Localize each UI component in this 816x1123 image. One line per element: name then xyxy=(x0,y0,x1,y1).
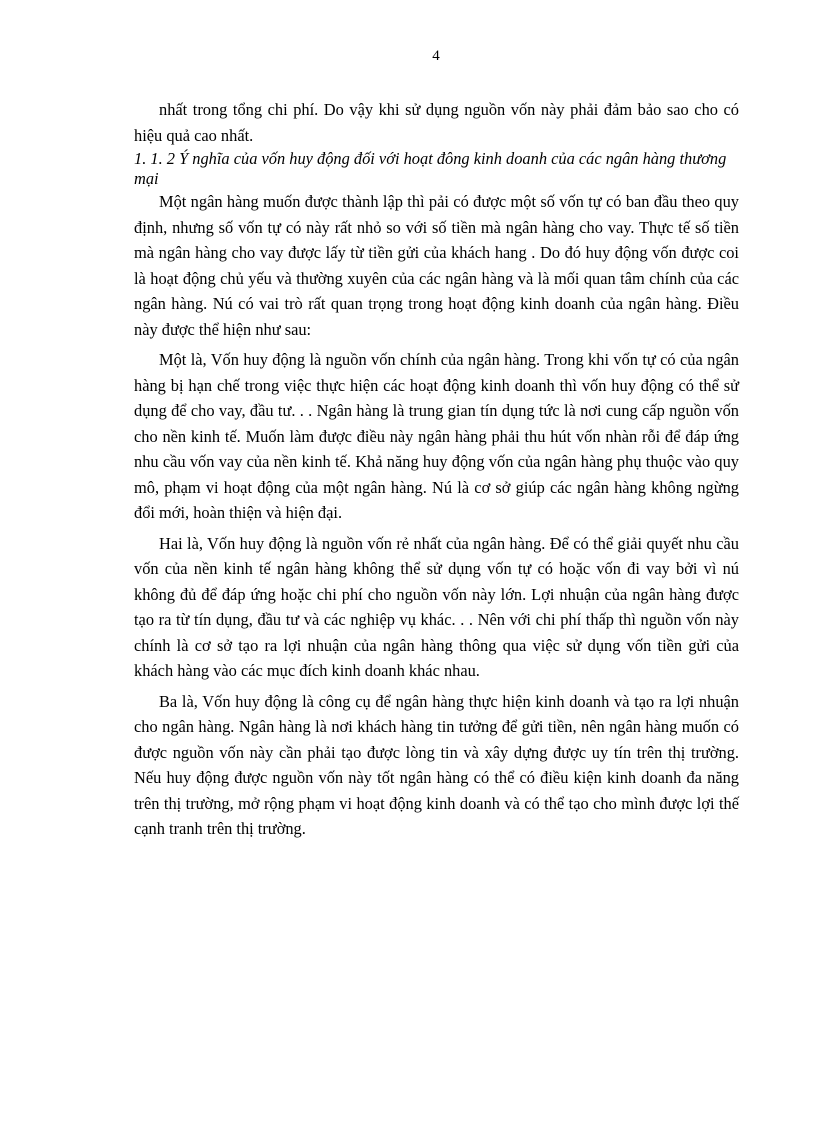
paragraph-continuation: nhất trong tổng chi phí. Do vậy khi sử dụng nguồn vốn này phải đảm bảo sao cho có hiệu quả cao nhất. xyxy=(134,100,739,145)
page-number: 4 xyxy=(432,48,440,64)
paragraph-intro: Một ngân hàng muốn được thành lập thì pải có được một số vốn tự có ban đầu theo quy định, nhưng số vốn tự có này rất nhỏ so với số tiền mà ngân hàng cho vay. Thực tế số tiền mà ngân hàng cho vay được lấy từ tiền gửi của khách hang . Do đó huy động vốn được coi là hoạt động chủ yếu và thường xuyên của các ngân hàng và là mối quan tâm chính của các ngân hàng. Nú có vai trò rất quan trọng trong hoạt động kinh doanh của ngân hàng. Điều này được thể hiện như sau: xyxy=(134,192,739,339)
paragraph-point-one: Một là, Vốn huy động là nguồn vốn chính của ngân hàng. Trong khi vốn tự có của ngân hàng bị hạn chế trong việc thực hiện các hoạt động kinh doanh thì vốn huy động có thể sử dụng để cho vay, đầu tư. . . Ngân hàng là trung gian tín dụng tức là nơi cung cấp nguồn vốn cho nền kinh tế. Muốn làm được điều này ngân hàng phải thu hút vốn nhàn rỗi để đáp ứng nhu cầu vốn vay của nền kinh tế. Khả năng huy động vốn của ngân hàng phụ thuộc vào quy mô, phạm vi hoạt động của một ngân hàng. Nú là cơ sở giúp các ngân hàng không ngừng đổi mới, hoàn thiện và hiện đại. xyxy=(134,350,739,522)
paragraph-point-three: Ba là, Vốn huy động là công cụ để ngân hàng thực hiện kinh doanh và tạo ra lợi nhuận cho ngân hàng. Ngân hàng là nơi khách hàng tin tưởng để gửi tiền, nên ngân hàng muốn có được nguồn vốn này cần phải tạo được lòng tin và xây dựng được uy tín trên thị trường. Nếu huy động được nguồn vốn này tốt ngân hàng có thể có điều kiện kinh doanh đa năng trên thị trường, mở rộng phạm vi hoạt động kinh doanh và có thể tạo cho mình được lợi thế cạnh tranh trên thị trường. xyxy=(134,691,739,838)
paragraph-point-two: Hai là, Vốn huy động là nguồn vốn rẻ nhất của ngân hàng. Để có thể giải quyết nhu cầu vốn của nền kinh tế ngân hàng không thể sử dụng vốn tự có hoặc vốn đi vay bởi vì nú không đủ để đáp ứng hoặc chi phí cho nguồn vốn này lớn. Lợi nhuận của ngân hàng được tạo ra từ tín dụng, đầu tư và các nghiệp vụ khác. . . Nên với chi phí thấp thì nguồn vốn này chính là cơ sở tạo ra lợi nhuận của ngân hàng thông qua việc sử dụng vốn tiền gửi của khách hàng vào các mục đích kinh doanh khác nhau. xyxy=(134,533,739,680)
section-heading: 1. 1. 2 Ý nghĩa của vốn huy động đối với hoạt đông kinh doanh của các ngân hàng thương mại xyxy=(134,149,727,188)
document-body xyxy=(134,97,739,842)
